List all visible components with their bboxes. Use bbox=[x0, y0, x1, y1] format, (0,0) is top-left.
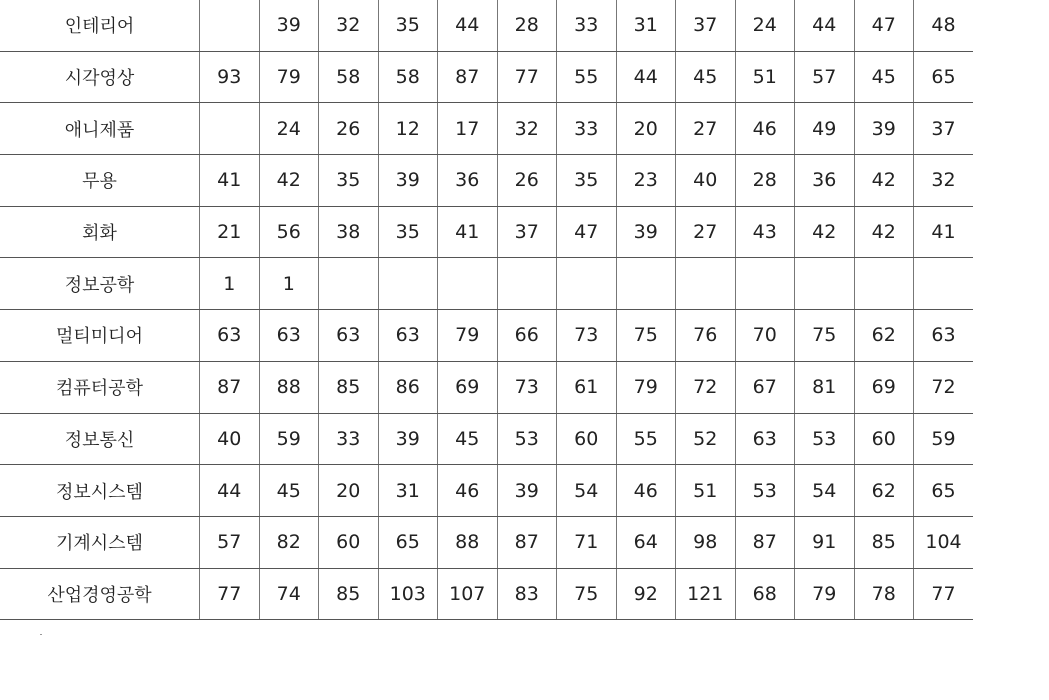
table-row bbox=[0, 103, 973, 155]
table-cell bbox=[735, 258, 795, 310]
table-cell: 59 bbox=[914, 413, 974, 465]
table-cell: 54 bbox=[557, 465, 617, 517]
row-label: 무용 bbox=[0, 155, 200, 207]
table-cell: 75 bbox=[557, 568, 617, 620]
row-label: 정보시스템 bbox=[0, 465, 200, 517]
table-cell: 38 bbox=[319, 206, 379, 258]
table-cell: 85 bbox=[319, 568, 379, 620]
table-cell: 74 bbox=[259, 568, 319, 620]
table-cell: 24 bbox=[259, 103, 319, 155]
table-cell: 39 bbox=[378, 155, 438, 207]
table-cell: 20 bbox=[319, 465, 379, 517]
table-cell: 81 bbox=[795, 361, 855, 413]
table-cell: 46 bbox=[616, 465, 676, 517]
table-cell: 60 bbox=[557, 413, 617, 465]
table-row bbox=[0, 465, 973, 517]
table-cell: 42 bbox=[795, 206, 855, 258]
table-row bbox=[0, 413, 973, 465]
table-cell: 33 bbox=[557, 103, 617, 155]
table-cell: 31 bbox=[378, 465, 438, 517]
table-cell: 92 bbox=[616, 568, 676, 620]
table-cell: 55 bbox=[557, 51, 617, 103]
table-cell: 31 bbox=[616, 0, 676, 51]
table-cell: 77 bbox=[914, 568, 974, 620]
table-cell: 27 bbox=[676, 206, 736, 258]
table-cell: 67 bbox=[735, 361, 795, 413]
table-cell: 62 bbox=[854, 310, 914, 362]
row-label: 인테리어 bbox=[0, 0, 200, 51]
table-cell bbox=[200, 103, 260, 155]
table-cell: 57 bbox=[200, 516, 260, 568]
table-cell: 35 bbox=[378, 206, 438, 258]
table-cell: 32 bbox=[497, 103, 557, 155]
table-cell: 79 bbox=[795, 568, 855, 620]
table-cell bbox=[497, 258, 557, 310]
table-cell: 78 bbox=[854, 568, 914, 620]
table-cell bbox=[200, 0, 260, 51]
table-row bbox=[0, 0, 973, 51]
table-cell: 83 bbox=[497, 568, 557, 620]
table-cell: 73 bbox=[557, 310, 617, 362]
table-cell: 75 bbox=[616, 310, 676, 362]
table-cell: 45 bbox=[259, 465, 319, 517]
table-cell: 42 bbox=[854, 206, 914, 258]
table-cell: 35 bbox=[378, 0, 438, 51]
table-cell: 46 bbox=[735, 103, 795, 155]
table-cell: 20 bbox=[616, 103, 676, 155]
table-cell: 35 bbox=[557, 155, 617, 207]
table-cell: 1 bbox=[259, 258, 319, 310]
table-cell: 65 bbox=[914, 51, 974, 103]
table-cell: 65 bbox=[914, 465, 974, 517]
table-row bbox=[0, 155, 973, 207]
stray-mark bbox=[40, 634, 42, 635]
table-cell: 41 bbox=[438, 206, 498, 258]
table-cell: 87 bbox=[735, 516, 795, 568]
table-cell: 45 bbox=[676, 51, 736, 103]
table-cell: 42 bbox=[854, 155, 914, 207]
table-cell: 63 bbox=[259, 310, 319, 362]
table-cell: 52 bbox=[676, 413, 736, 465]
table-cell: 87 bbox=[497, 516, 557, 568]
row-label: 정보통신 bbox=[0, 413, 200, 465]
table-cell: 36 bbox=[795, 155, 855, 207]
table-cell: 103 bbox=[378, 568, 438, 620]
table-cell: 39 bbox=[854, 103, 914, 155]
table-cell: 63 bbox=[378, 310, 438, 362]
table-cell: 26 bbox=[319, 103, 379, 155]
table-cell: 32 bbox=[319, 0, 379, 51]
table-cell: 39 bbox=[259, 0, 319, 51]
table-cell: 53 bbox=[795, 413, 855, 465]
table-cell: 56 bbox=[259, 206, 319, 258]
table-cell: 39 bbox=[497, 465, 557, 517]
table-cell: 23 bbox=[616, 155, 676, 207]
table-cell: 45 bbox=[438, 413, 498, 465]
table-cell bbox=[854, 258, 914, 310]
table-cell: 47 bbox=[557, 206, 617, 258]
table-cell: 77 bbox=[200, 568, 260, 620]
table-cell bbox=[438, 258, 498, 310]
row-label: 컴퓨터공학 bbox=[0, 361, 200, 413]
table-cell: 88 bbox=[438, 516, 498, 568]
table-cell: 37 bbox=[914, 103, 974, 155]
table-cell: 63 bbox=[319, 310, 379, 362]
table-cell: 35 bbox=[319, 155, 379, 207]
table-row bbox=[0, 361, 973, 413]
table-cell: 27 bbox=[676, 103, 736, 155]
row-label: 시각영상 bbox=[0, 51, 200, 103]
table-cell: 64 bbox=[616, 516, 676, 568]
table-cell: 68 bbox=[735, 568, 795, 620]
table-cell: 86 bbox=[378, 361, 438, 413]
table-cell: 88 bbox=[259, 361, 319, 413]
table-cell: 26 bbox=[497, 155, 557, 207]
table-cell: 60 bbox=[319, 516, 379, 568]
table-cell: 33 bbox=[557, 0, 617, 51]
table-cell: 60 bbox=[854, 413, 914, 465]
table-cell: 54 bbox=[795, 465, 855, 517]
table-cell: 63 bbox=[914, 310, 974, 362]
table-cell: 59 bbox=[259, 413, 319, 465]
table-cell: 87 bbox=[438, 51, 498, 103]
table-cell bbox=[378, 258, 438, 310]
table-row bbox=[0, 310, 973, 362]
table-cell: 93 bbox=[200, 51, 260, 103]
table-cell: 51 bbox=[676, 465, 736, 517]
table-cell: 121 bbox=[676, 568, 736, 620]
table-cell: 39 bbox=[378, 413, 438, 465]
table-cell: 65 bbox=[378, 516, 438, 568]
table-cell: 41 bbox=[200, 155, 260, 207]
table-row bbox=[0, 51, 973, 103]
table-cell bbox=[795, 258, 855, 310]
row-label: 회화 bbox=[0, 206, 200, 258]
table-cell: 53 bbox=[735, 465, 795, 517]
table-cell: 44 bbox=[795, 0, 855, 51]
table-cell: 49 bbox=[795, 103, 855, 155]
table-cell: 44 bbox=[438, 0, 498, 51]
table-cell: 73 bbox=[497, 361, 557, 413]
table-cell bbox=[914, 258, 974, 310]
table-cell: 44 bbox=[616, 51, 676, 103]
table-cell: 47 bbox=[854, 0, 914, 51]
table-cell: 85 bbox=[319, 361, 379, 413]
table-cell: 79 bbox=[438, 310, 498, 362]
table-cell: 40 bbox=[200, 413, 260, 465]
table-cell: 75 bbox=[795, 310, 855, 362]
table-cell: 85 bbox=[854, 516, 914, 568]
table-cell: 69 bbox=[854, 361, 914, 413]
table-row bbox=[0, 258, 973, 310]
row-label: 기계시스템 bbox=[0, 516, 200, 568]
table-cell: 63 bbox=[735, 413, 795, 465]
table-cell: 77 bbox=[497, 51, 557, 103]
table-cell: 37 bbox=[676, 0, 736, 51]
table-cell: 37 bbox=[497, 206, 557, 258]
table-cell: 58 bbox=[378, 51, 438, 103]
table-cell: 62 bbox=[854, 465, 914, 517]
table-cell: 12 bbox=[378, 103, 438, 155]
row-label: 산업경영공학 bbox=[0, 568, 200, 620]
table-cell: 107 bbox=[438, 568, 498, 620]
table-row bbox=[0, 206, 973, 258]
table-cell: 33 bbox=[319, 413, 379, 465]
table-cell: 79 bbox=[616, 361, 676, 413]
table-cell: 45 bbox=[854, 51, 914, 103]
table-cell: 71 bbox=[557, 516, 617, 568]
table-cell: 57 bbox=[795, 51, 855, 103]
table-cell: 53 bbox=[497, 413, 557, 465]
table-cell bbox=[319, 258, 379, 310]
table-cell: 76 bbox=[676, 310, 736, 362]
row-label: 애니제품 bbox=[0, 103, 200, 155]
table-cell: 87 bbox=[200, 361, 260, 413]
table-cell: 72 bbox=[914, 361, 974, 413]
table-cell: 69 bbox=[438, 361, 498, 413]
row-label: 정보공학 bbox=[0, 258, 200, 310]
table-row bbox=[0, 516, 973, 568]
table-cell bbox=[557, 258, 617, 310]
table-cell: 91 bbox=[795, 516, 855, 568]
table-cell: 39 bbox=[616, 206, 676, 258]
table-cell: 72 bbox=[676, 361, 736, 413]
table-cell: 61 bbox=[557, 361, 617, 413]
table-cell: 70 bbox=[735, 310, 795, 362]
table-cell: 66 bbox=[497, 310, 557, 362]
table-cell: 1 bbox=[200, 258, 260, 310]
table-cell: 58 bbox=[319, 51, 379, 103]
table-cell: 17 bbox=[438, 103, 498, 155]
table-cell: 42 bbox=[259, 155, 319, 207]
table-cell: 55 bbox=[616, 413, 676, 465]
table-cell: 104 bbox=[914, 516, 974, 568]
table-cell: 63 bbox=[200, 310, 260, 362]
table-cell bbox=[616, 258, 676, 310]
row-label: 멀티미디어 bbox=[0, 310, 200, 362]
table-cell: 21 bbox=[200, 206, 260, 258]
table-cell: 44 bbox=[200, 465, 260, 517]
table-cell: 98 bbox=[676, 516, 736, 568]
table-cell: 43 bbox=[735, 206, 795, 258]
table-cell: 32 bbox=[914, 155, 974, 207]
table-cell: 28 bbox=[735, 155, 795, 207]
table-cell: 36 bbox=[438, 155, 498, 207]
table-cell: 51 bbox=[735, 51, 795, 103]
table-cell: 46 bbox=[438, 465, 498, 517]
table-cell: 82 bbox=[259, 516, 319, 568]
table-cell: 28 bbox=[497, 0, 557, 51]
table-cell: 41 bbox=[914, 206, 974, 258]
table-cell: 79 bbox=[259, 51, 319, 103]
table-cell: 40 bbox=[676, 155, 736, 207]
table-row bbox=[0, 568, 973, 620]
table-cell bbox=[676, 258, 736, 310]
table-cell: 48 bbox=[914, 0, 974, 51]
table-cell: 24 bbox=[735, 0, 795, 51]
